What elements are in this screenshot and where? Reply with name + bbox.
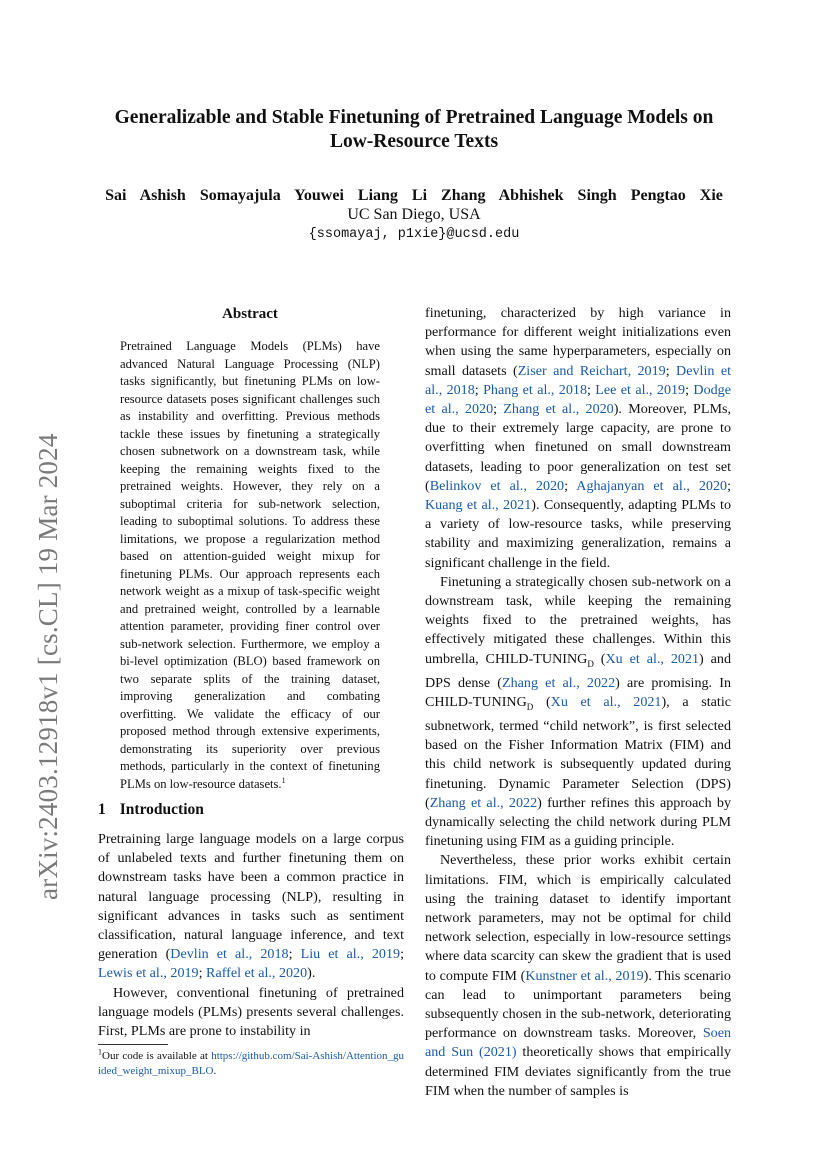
citation-link[interactable]: Soen and Sun (2021) — [425, 1025, 731, 1061]
right-paragraph-1 — [425, 304, 731, 573]
paragraph-text: Pretraining large language models on a large corpus of unlabeled texts and further finetuning them on downstream tasks have been a common practice in natural language processing (NLP), resulting in significant advances in tasks such as sentiment classification, natural language inference, and text generation ( — [98, 831, 404, 963]
citation-link[interactable]: Aghajanyan et al., 2020 — [576, 477, 728, 494]
citation-separator: ; — [587, 381, 596, 398]
title-line-1: Generalizable and Stable Finetuning of Pretrained Language Models on — [114, 107, 714, 128]
paragraph-text: ), a static subnetwork, termed “child network”, is first selected based on the Fisher Information Matrix (FIM) and this child network is subsequently updated during finetuning. Dynamic Parameter Selection (DPS) ( — [425, 693, 732, 811]
citation-link[interactable]: Zhang et al., 2022 — [502, 674, 616, 691]
citation-link[interactable]: Devlin et al., 2018 — [170, 946, 289, 963]
citation-link[interactable]: Kunstner et al., 2019 — [525, 967, 644, 984]
citation-link[interactable]: Liu et al., 2019 — [300, 946, 401, 963]
citation-link[interactable]: Lee et al., 2019 — [595, 381, 686, 398]
section-title: Introduction — [119, 801, 204, 818]
abstract-footnote-mark[interactable]: 1 — [281, 775, 286, 785]
right-paragraph-3 — [425, 851, 731, 1101]
paragraph-text: ). Consequently, adapting PLMs to a variety of low-resource tasks, while preserving stability and maximizing generalization, remains a significant challenge in the field. — [425, 497, 731, 571]
code-repository-link[interactable]: https://github.com/Sai-Ashish/Attention_guided_weight_mixup_BLO — [98, 1050, 404, 1077]
paragraph-text: Nevertheless, these prior works exhibit certain limitations. FIM, which is empirically calculated using the training dataset to identify important network parameters, may not be optimal for child network selection, especially in low-resource settings where data scarcity can skew the gradient that is used to compute FIM ( — [425, 852, 731, 984]
abstract-body — [120, 338, 380, 793]
citation-link[interactable]: Ziser and Reichart, 2019 — [517, 362, 666, 379]
arxiv-identifier: arXiv:2403.12918v1 [cs.CL] 19 Mar 2024 — [33, 433, 63, 900]
affiliation: UC San Diego, USA — [347, 206, 481, 223]
introduction-left-column — [98, 830, 404, 1041]
intro-paragraph-1 — [98, 830, 404, 984]
citation-separator: ; — [474, 381, 484, 398]
introduction-right-column — [425, 304, 731, 1101]
footnote — [98, 1049, 404, 1079]
citation-link[interactable]: Dodge et al., 2020 — [425, 381, 731, 418]
citation-separator: ; — [400, 946, 404, 963]
citation-separator: ; — [493, 401, 504, 418]
citation-separator: ; — [685, 381, 694, 398]
citation-separator: ; — [198, 965, 207, 982]
citation-link[interactable]: Devlin et al., 2018 — [425, 362, 731, 398]
abstract-heading: Abstract — [222, 306, 278, 322]
citation-separator: ; — [564, 477, 577, 494]
subscript: D — [526, 701, 534, 712]
citation-separator: ; — [727, 477, 731, 494]
intro-paragraph-2: However, conventional finetuning of pretrained language models (PLMs) presents several challenges. First, PLMs are prone to instability in — [98, 984, 404, 1040]
citation-link[interactable]: Xu et al., 2021 — [550, 693, 662, 710]
title-line-2: Low-Resource Texts — [329, 131, 499, 152]
footnote-mark: 1 — [98, 1047, 102, 1057]
section-heading-introduction — [98, 800, 204, 820]
paragraph-text: Finetuning a strategically chosen sub-network on a downstream task, while keeping the remaining weights fixed to the pretrained weights, has effectively mitigated these challenges. Within this umbrella, CHILD-TUNING — [425, 573, 731, 667]
footnote-end: . — [213, 1065, 217, 1077]
paragraph-text: ( — [533, 693, 551, 710]
section-number: 1 — [98, 801, 106, 818]
citation-link[interactable]: Zhang et al., 2022 — [429, 794, 538, 811]
citation-link[interactable]: Raffel et al., 2020 — [206, 965, 308, 982]
subscript: D — [587, 658, 594, 669]
abstract-text: Pretrained Language Models (PLMs) have advanced Natural Language Processing (NLP) tasks significantly, but finetuning PLMs on low-resource datasets poses significant challenges such as instability and overfitting. Previous methods tackle these issues by finetuning a strategically chosen subnetwork on a downstream task, while keeping the remaining weights fixed to the pretrained weights. However, they rely on a suboptimal criteria for sub-network selection, leading to suboptimal solutions. To address these limitations, we propose a regularization method based on attention-guided weight mixup for finetuning PLMs. Our approach represents each network weight as a mixup of task-specific weight and pretrained weight, controlled by a learnable attention parameter, providing finer control over sub-network selection. Furthermore, we employ a bi-level optimization (BLO) based framework on two separate splits of the training dataset, improving generalization and combating overfitting. We validate the efficacy of our proposed method through extensive experiments, demonstrating its superiority over previous methods, particularly in the context of finetuning PLMs on low-resource datasets. — [120, 339, 380, 791]
paragraph-text: ( — [593, 650, 606, 667]
citation-separator: ; — [288, 946, 301, 963]
citation-link[interactable]: Xu et al., 2021 — [605, 650, 700, 667]
right-paragraph-2 — [425, 573, 731, 851]
citation-link[interactable]: Belinkov et al., 2020 — [429, 477, 565, 494]
citation-link[interactable]: Zhang et al., 2020 — [503, 401, 614, 418]
author-email: {ssomayaj, p1xie}@ucsd.edu — [308, 227, 520, 242]
citation-link[interactable]: Phang et al., 2018 — [483, 381, 587, 398]
paragraph-text: ). — [307, 965, 316, 982]
paragraph-text: ) and DPS dense ( — [425, 650, 732, 691]
footnote-divider — [98, 1044, 168, 1045]
citation-separator: ; — [665, 362, 677, 379]
citation-link[interactable]: Kuang et al., 2021 — [425, 497, 532, 514]
paragraph-text: ) further refines this approach by dynamically selecting the child network during PLM finetuning using FIM as a guiding principle. — [425, 794, 731, 850]
paragraph-text: ). Moreover, PLMs, due to their extremely large capacity, are prone to overfitting when finetuned on small downstream datasets, leading to poor generalization on test set ( — [425, 401, 731, 494]
paper-title — [90, 106, 738, 154]
paragraph-text: finetuning, characterized by high variance in performance for different weight initializations even when using the same hyperparameters, especially on small datasets ( — [425, 305, 731, 379]
paragraph-text: ) are promising. In CHILD-TUNING — [425, 674, 731, 710]
paragraph-text: ). This scenario can lead to unimportant parameters being subsequently chosen in the sub-network, deteriorating performance on downstream tasks. Moreover, — [425, 967, 731, 1042]
paragraph-text: theoretically shows that empirically determined FIM deviates significantly from the true FIM when the number of samples is — [425, 1044, 731, 1099]
footnote-text: Our code is available at — [102, 1050, 212, 1062]
citation-link[interactable]: Lewis et al., 2019 — [98, 965, 199, 982]
author-list: Sai Ashish Somayajula Youwei Liang Li Zhang Abhishek Singh Pengtao Xie — [105, 187, 723, 204]
